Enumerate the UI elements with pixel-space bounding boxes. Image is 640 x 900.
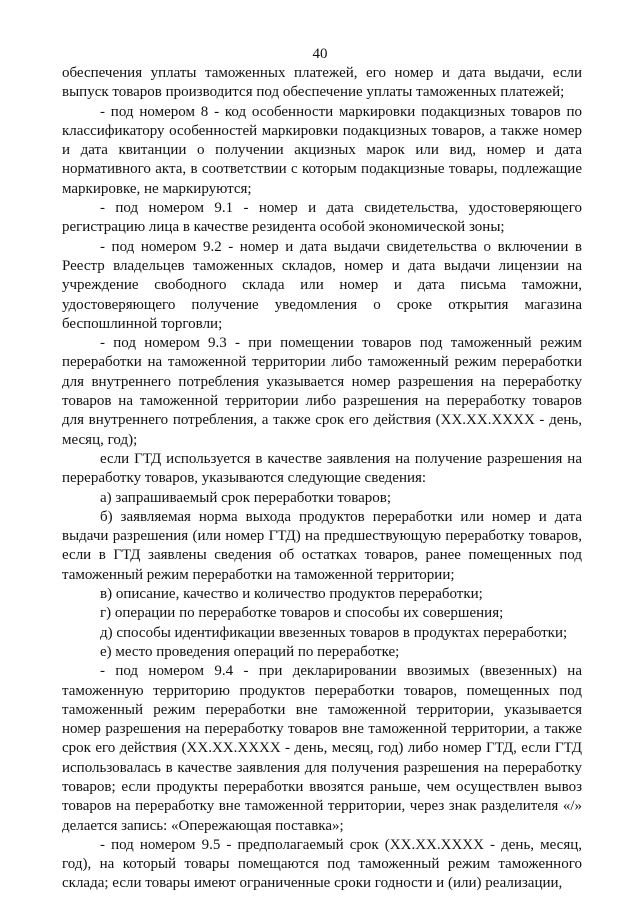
paragraph: обеспечения уплаты таможенных платежей, его номер и дата выдачи, если выпуск товаров производится под обеспечение уплаты таможенных платежей; bbox=[62, 65, 582, 101]
paragraph: - под номером 9.2 - номер и дата выдачи свидетельства о включении в Реестр владельцев таможенных складов, номер и дата выдачи лицензии на учреждение свободного склада или номер и дата письма таможни, удостоверяющего получение уведомления о сроке открытия магазина беспошлинной торговли; bbox=[62, 238, 582, 332]
paragraph: г) операции по переработке товаров и способы их совершения; bbox=[100, 605, 504, 622]
paragraph: - под номером 8 - код особенности маркировки подакцизных товаров по классификатору особенностей маркировки подакцизных товаров, а также номер и дата квитанции о получении акцизных марок или вид, номер и дата нормативного акта, в соответствии с которым подакцизные товары, подлежащие маркировке, не маркируются; bbox=[62, 103, 582, 197]
paragraph: - под номером 9.1 - номер и дата свидетельства, удостоверяющего регистрацию лица в качестве резидента особой экономической зоны; bbox=[62, 200, 582, 236]
paragraph: если ГТД используется в качестве заявления на получение разрешения на переработку товаров, указываются следующие сведения: bbox=[62, 450, 582, 487]
document-body bbox=[62, 64, 582, 894]
paragraph: - под номером 9.5 - предполагаемый срок (XX.XX.XXXX - день, месяц, год), на который товары помещаются под таможенный режим таможенного склада; если товары имеют ограниченные сроки годности и (или) реализации, bbox=[62, 836, 582, 892]
paragraph: е) место проведения операций по переработке; bbox=[100, 643, 400, 660]
paragraph: - под номером 9.4 - при декларировании ввозимых (ввезенных) на таможенную территорию продуктов переработки товаров, помещенных под таможенный режим переработки вне таможенной территории, указывается номер разрешения на переработку товаров вне таможенной территории, а также срок его действия (XX.XX.XXXX - день, месяц, год) либо номер ГТД, если ГТД использовалась в качестве заявления для получения разрешения на переработку товаров; если продукты переработки ввозятся раньше, чем осуществлен вывоз товаров на переработку вне таможенной территории, через знак разделителя «/» делается запись: «Опережающая поставка»; bbox=[62, 663, 582, 834]
page-number: 40 bbox=[312, 46, 328, 62]
paragraph: а) запрашиваемый срок переработки товаров; bbox=[100, 489, 391, 506]
paragraph: д) способы идентификации ввезенных товаров в продуктах переработки; bbox=[100, 624, 568, 641]
paragraph: б) заявляемая норма выхода продуктов переработки или номер и дата выдачи разрешения (или номер ГТД) на предшествующую переработку товаров, если в ГТД заявлены сведения об остатках товаров, ранее помещенных под таможенный режим переработки на таможенной территории; bbox=[62, 508, 582, 583]
paragraph: - под номером 9.3 - при помещении товаров под таможенный режим переработки на таможенной территории либо таможенный режим переработки для внутреннего потребления указывается номер разрешения на переработку товаров на таможенной территории либо разрешения на переработку товаров для внутреннего потребления, а также срок его действия (XX.XX.XXXX - день, месяц, год); bbox=[62, 335, 582, 448]
paragraph: в) описание, качество и количество продуктов переработки; bbox=[100, 586, 483, 603]
